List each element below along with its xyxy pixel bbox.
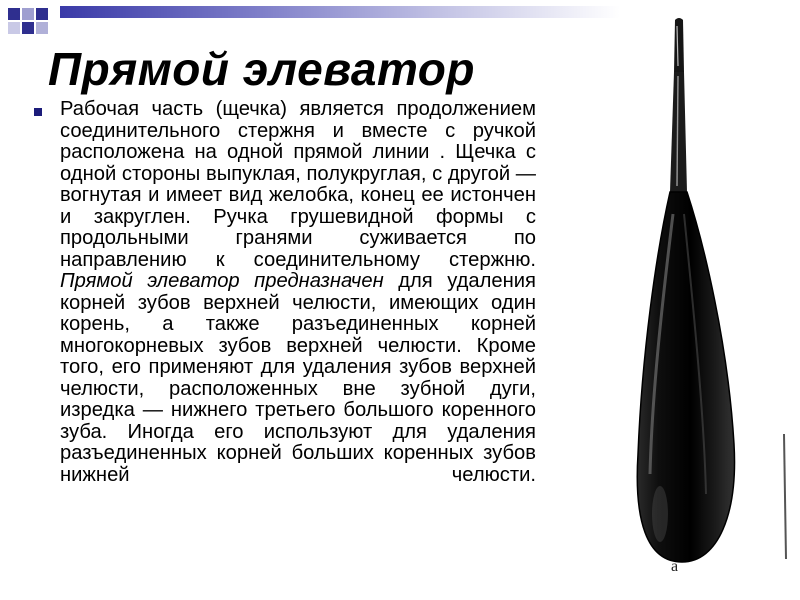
elevator-tip — [674, 18, 684, 72]
body-paragraph — [60, 99, 536, 486]
adjacent-instrument-edge — [784, 434, 786, 559]
body-text-part-2: для удаления корней зубов верхней челюсти, имеющих один корень, а также разъединенных корней многокорневых зубов верхней челюсти. Кроме того, его применяют для удаления зубов верхней челюсти, расположенных вне зубной дуги, изредка — нижнего третьего большого коренного зуба. Иногда его используют для удаления разъединенных корней больших коренных зубов нижней челюсти. — [60, 270, 536, 486]
body-text-emphasis: Прямой элеватор предназначен — [60, 270, 384, 292]
body-text-part-1: Рабочая часть (щечка) является продолжением соединительного стержня и вместе с ручкой расположена на одной прямой линии . Щечка с одной стороны выпуклая, полукруглая, с другой — вогнутая и имеет вид желобка, конец ее истончен и закруглен. Ручка грушевидной формы с продольными гранями суживается по направлению к соединительному стержню. — [60, 98, 536, 271]
figure-label: a — [671, 558, 679, 575]
decor-square — [8, 22, 20, 34]
dental-elevator-icon — [600, 14, 790, 584]
title-gradient-band — [60, 6, 620, 18]
decor-square — [22, 8, 34, 20]
slide-title: Прямой элеватор — [48, 43, 476, 95]
decor-square — [8, 8, 20, 20]
elevator-handle — [637, 192, 734, 562]
bullet-square-icon — [34, 108, 42, 116]
decor-square — [36, 8, 48, 20]
decor-square — [22, 22, 34, 34]
decor-square — [36, 22, 48, 34]
